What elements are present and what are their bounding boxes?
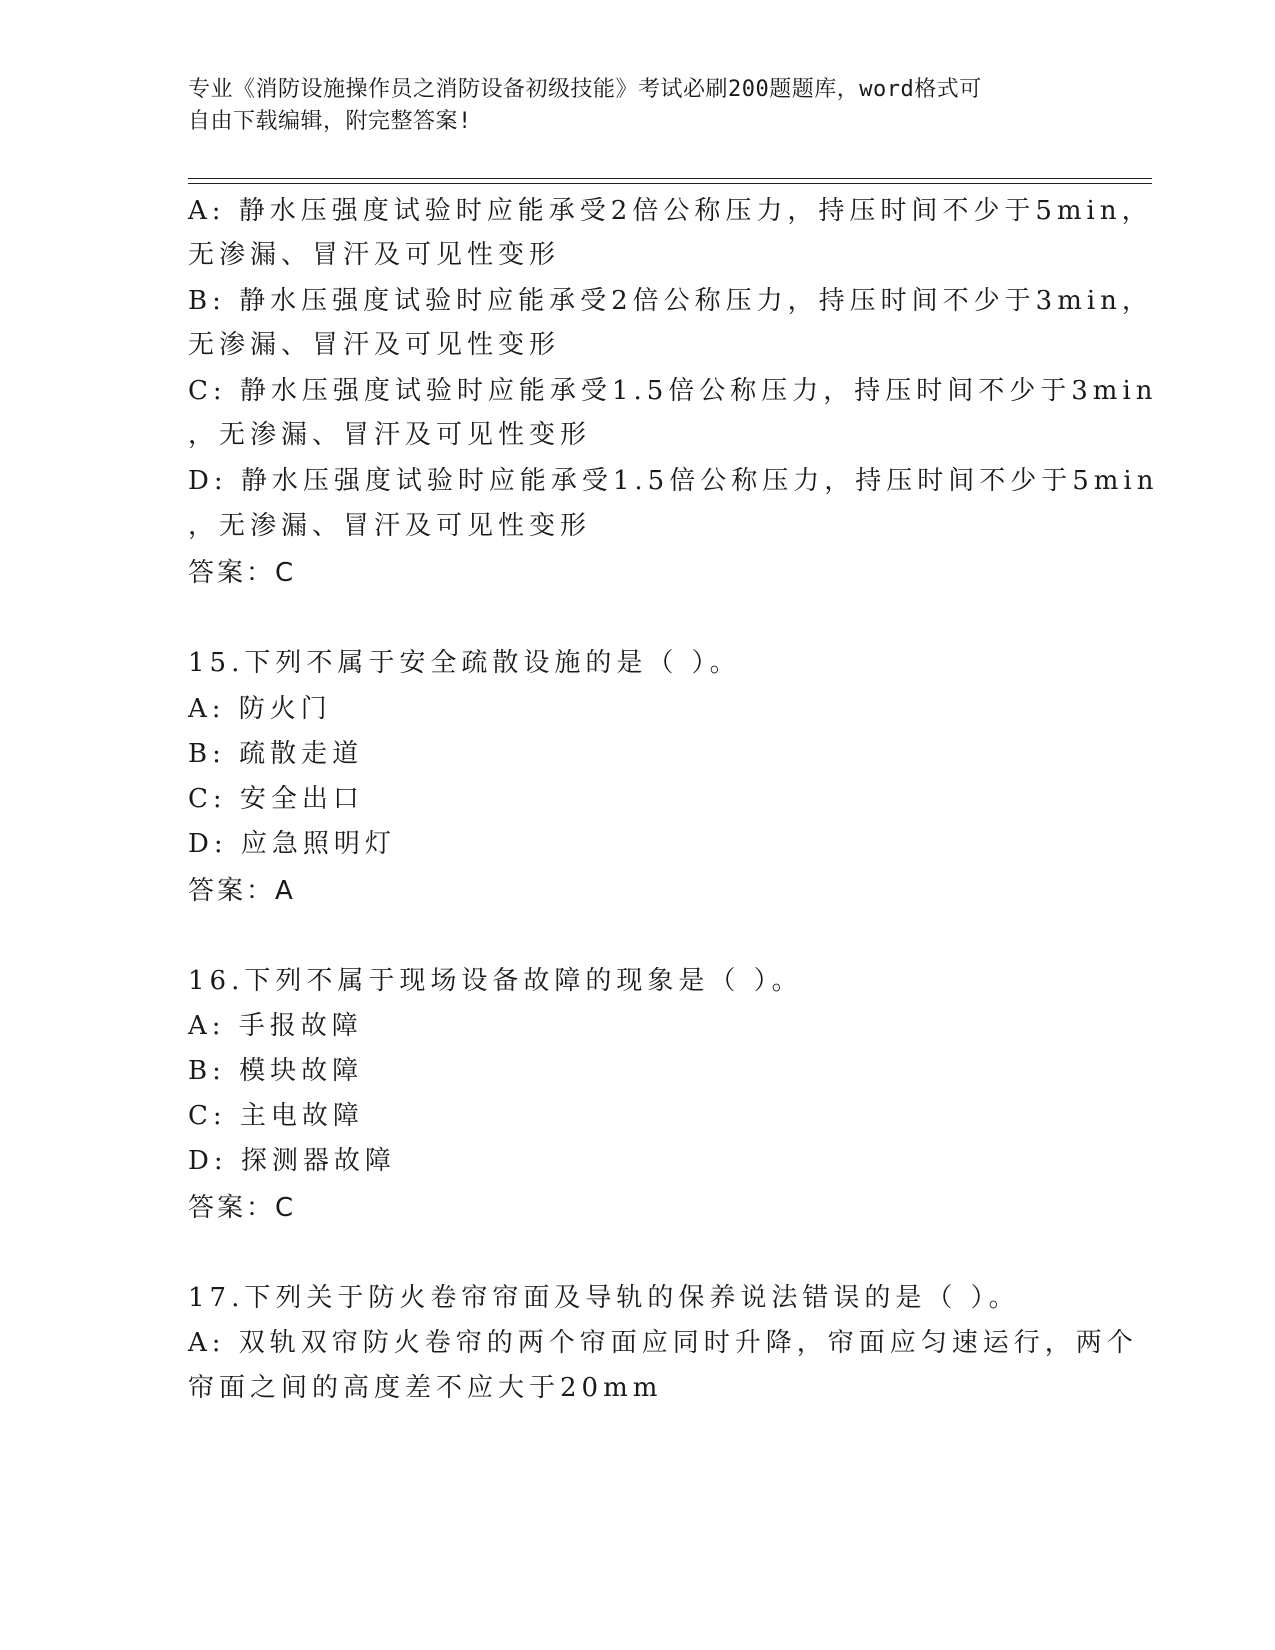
q14-option-b-line-1: B: 静水压强度试验时应能承受2倍公称压力，持压时间不少于3min， (188, 286, 1153, 316)
q14-option-d-line-2: ，无渗漏、冒汗及可见性变形 (188, 511, 592, 541)
q14-option-a-line-1: A: 静水压强度试验时应能承受2倍公称压力，持压时间不少于5min， (188, 196, 1153, 226)
q15-option-d: D: 应急照明灯 (188, 829, 396, 859)
header-line-2: 自由下载编辑，附完整答案! (188, 109, 472, 134)
q16-answer: 答案：C (188, 1193, 297, 1223)
header-divider-bottom (188, 183, 1152, 184)
q16-option-c: C: 主电故障 (188, 1101, 364, 1131)
q14-option-a-line-2: 无渗漏、冒汗及可见性变形 (188, 240, 561, 270)
document-header (188, 74, 1088, 138)
q17-option-a-line-1: A: 双轨双帘防火卷帘的两个帘面应同时升降，帘面应匀速运行，两个 (188, 1328, 1138, 1358)
q15-option-c: C: 安全出口 (188, 784, 364, 814)
q16-option-d: D: 探测器故障 (188, 1146, 396, 1176)
q15-option-a: A: 防火门 (188, 694, 332, 724)
q17-option-a-line-2: 帘面之间的高度差不应大于20mm (188, 1373, 663, 1403)
q14-option-b-line-2: 无渗漏、冒汗及可见性变形 (188, 330, 561, 360)
q14-option-c-line-1: C: 静水压强度试验时应能承受1.5倍公称压力，持压时间不少于3min (188, 376, 1158, 406)
header-line-1: 专业《消防设施操作员之消防设备初级技能》考试必刷200题题库，word格式可 (188, 77, 982, 102)
q15-answer: 答案：A (188, 876, 296, 906)
q16-question: 16.下列不属于现场设备故障的现象是（ ）。 (188, 966, 803, 996)
header-divider-top (188, 178, 1152, 179)
q14-option-d-line-1: D: 静水压强度试验时应能承受1.5倍公称压力，持压时间不少于5min (188, 466, 1159, 496)
q14-answer: 答案：C (188, 558, 297, 588)
q14-option-c-line-2: ，无渗漏、冒汗及可见性变形 (188, 420, 592, 450)
q17-question: 17.下列关于防火卷帘帘面及导轨的保养说法错误的是（ ）。 (188, 1283, 1020, 1313)
q15-option-b: B: 疏散走道 (188, 739, 364, 769)
q15-question: 15.下列不属于安全疏散设施的是（ ）。 (188, 648, 741, 678)
q16-option-a: A: 手报故障 (188, 1011, 363, 1041)
q16-option-b: B: 模块故障 (188, 1056, 364, 1086)
